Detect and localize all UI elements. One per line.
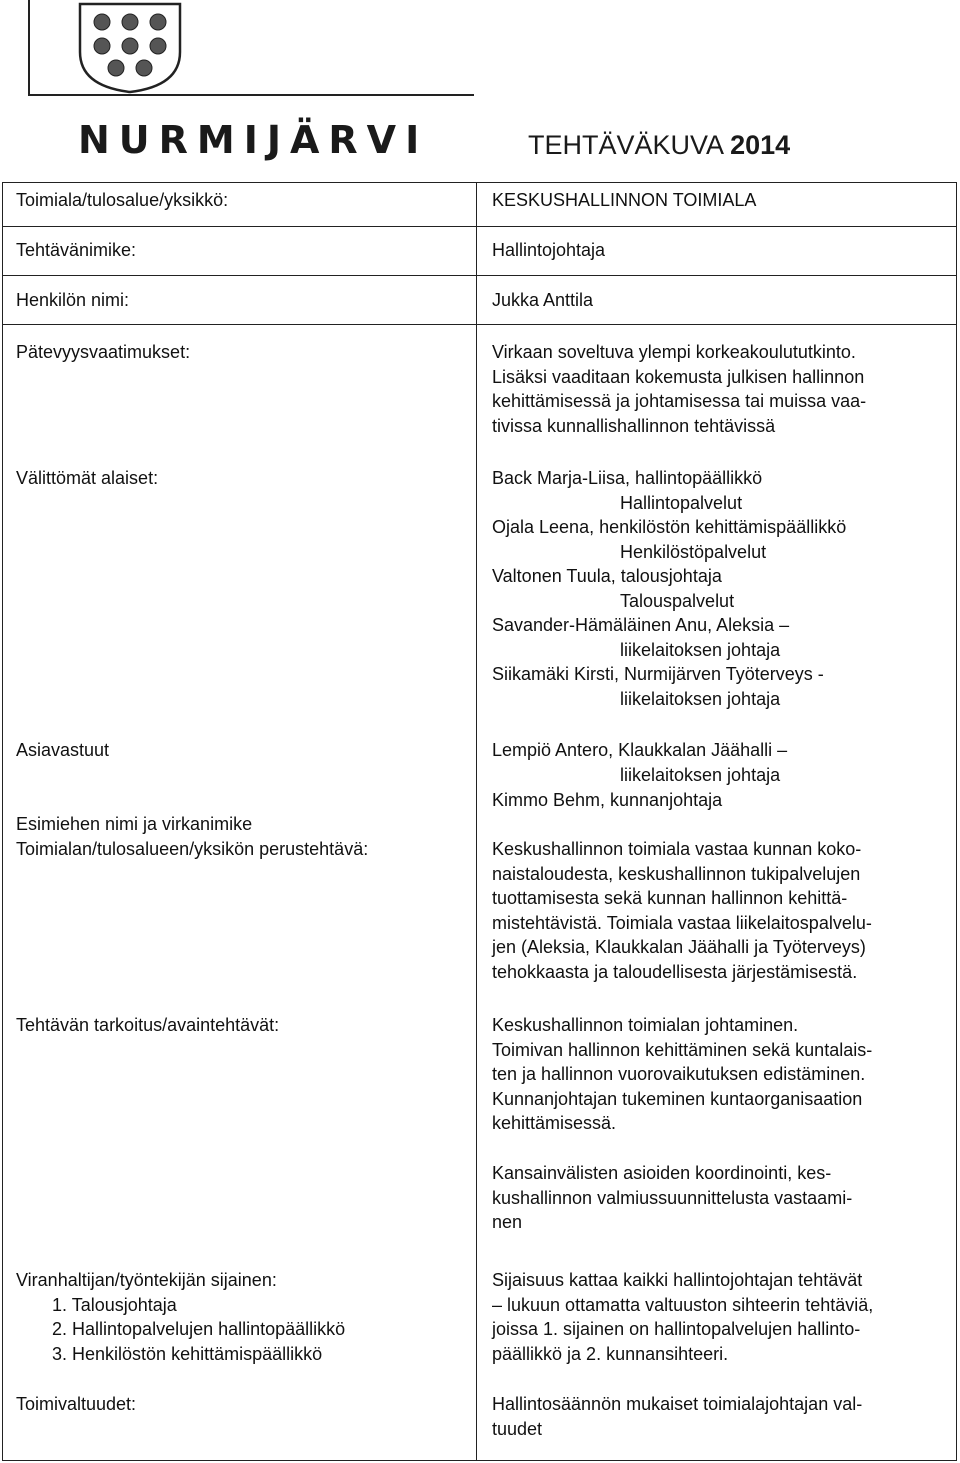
logo-frame-vertical (28, 0, 30, 96)
job-title-label: Tehtävänimike: (16, 240, 137, 260)
subordinate-unit: liikelaitoksen johtaja (620, 639, 781, 660)
subordinate-name: Siikamäki Kirsti, Nurmijärven Työterveys - (492, 664, 824, 684)
text-line: joissa 1. sijainen on hallintopalvelujen hallinto- (492, 1319, 861, 1339)
subordinate-name: Back Marja-Liisa, hallintopäällikkö (492, 468, 763, 488)
text-line: Toimivan hallinnon kehittäminen sekä kuntalais- (492, 1039, 873, 1060)
purpose-value-extra (492, 1161, 852, 1235)
supervisor-value: Kimmo Behm, kunnanjohtaja (492, 790, 723, 810)
coat-of-arms-icon (78, 2, 182, 94)
row-divider (2, 226, 957, 227)
authority-value (492, 1392, 862, 1441)
subordinate-name: Valtonen Tuula, talousjohtaja (492, 566, 722, 586)
subordinate-unit: Hallintopalvelut (620, 492, 743, 513)
person-name-value: Jukka Anttila (492, 290, 594, 310)
subordinate-name: Savander-Hämäläinen Anu, Aleksia – (492, 615, 790, 635)
authority-label: Toimivaltuudet: (16, 1394, 137, 1414)
text-line: päällikkö ja 2. kunnansihteeri. (492, 1343, 729, 1364)
text-line: kushallinnon valmiussuunnittelusta vastaami- (492, 1187, 853, 1208)
basic-task-label: Toimialan/tulosalueen/yksikön perustehtävä: (16, 839, 369, 859)
column-divider (476, 182, 477, 1461)
deputy-value (492, 1268, 873, 1366)
text-line: ten ja hallinnon vuorovaikutuksen edistäminen. (492, 1064, 866, 1084)
basic-task-value (492, 837, 872, 984)
unit-value: KESKUSHALLINNON TOIMIALA (492, 190, 757, 210)
deputy-label-block (16, 1268, 345, 1366)
unit-label: Toimiala/tulosalue/yksikkö: (16, 190, 229, 210)
text-line: Keskushallinnon toimialan johtaminen. (492, 1015, 799, 1035)
text-line: Keskushallinnon toimiala vastaa kunnan koko- (492, 839, 862, 859)
text-line: Virkaan soveltuva ylempi korkeakoulututkinto. (492, 342, 856, 362)
row-divider (2, 275, 957, 276)
supervisor-label: Esimiehen nimi ja virkanimike (16, 814, 253, 834)
row-divider (2, 324, 957, 325)
document-title (528, 130, 790, 161)
responsibility-label: Asiavastuut (16, 740, 110, 760)
logo-wordmark: NURMIJÄRVI (78, 118, 429, 162)
text-line: tehokkaasta ja taloudellisesta järjestämisestä. (492, 961, 858, 982)
text-line: Lisäksi vaaditaan kokemusta julkisen hallinnon (492, 366, 865, 387)
text-line: liikelaitoksen johtaja (620, 764, 781, 785)
text-line: tuudet (492, 1418, 543, 1439)
person-name-label: Henkilön nimi: (16, 290, 130, 310)
text-line: tivissa kunnallishallinnon tehtävissä (492, 415, 776, 436)
text-line: Sijaisuus kattaa kaikki hallintojohtajan tehtävät (492, 1270, 863, 1290)
logo-frame-horizontal (28, 94, 474, 96)
subordinates-value (492, 466, 846, 711)
subordinate-name: Ojala Leena, henkilöstön kehittämispäällikkö (492, 517, 847, 537)
subordinate-unit: Henkilöstöpalvelut (620, 541, 767, 562)
deputy-label: Viranhaltijan/työntekijän sijainen: (16, 1270, 277, 1290)
subordinates-label: Välittömät alaiset: (16, 468, 159, 488)
text-line: kehittämisessä. (492, 1113, 617, 1133)
text-line: Hallintosäännön mukaiset toimialajohtajan val- (492, 1394, 863, 1414)
text-line: Kansainvälisten asioiden koordinointi, kes- (492, 1163, 832, 1183)
text-line: nen (492, 1212, 523, 1232)
text-line: naistaloudesta, keskushallinnon tukipalvelujen (492, 863, 861, 884)
text-line: tuottamisesta sekä kunnan hallinnon kehittä- (492, 888, 848, 908)
subordinate-unit: Talouspalvelut (620, 590, 735, 611)
purpose-label: Tehtävän tarkoitus/avaintehtävät: (16, 1015, 280, 1035)
header (0, 0, 960, 180)
title-prefix: TEHTÄVÄKUVA (528, 130, 723, 160)
deputy-item: 1. Talousjohtaja (52, 1294, 177, 1315)
responsibility-value (492, 738, 787, 787)
deputy-item: 3. Henkilöstön kehittämispäällikkö (52, 1343, 323, 1364)
purpose-value (492, 1013, 872, 1136)
subordinate-unit: liikelaitoksen johtaja (620, 688, 781, 709)
text-line: Lempiö Antero, Klaukkalan Jäähalli – (492, 740, 788, 760)
title-year: 2014 (730, 130, 791, 160)
deputy-item: 2. Hallintopalvelujen hallintopäällikkö (52, 1319, 346, 1339)
text-line: jen (Aleksia, Klaukkalan Jäähalli ja Työterveys) (492, 937, 866, 957)
text-line: – lukuun ottamatta valtuuston sihteerin tehtäviä, (492, 1294, 874, 1315)
qualifications-label: Pätevyysvaatimukset: (16, 342, 191, 362)
job-title-value: Hallintojohtaja (492, 240, 606, 260)
qualifications-value (492, 340, 866, 438)
text-line: kehittämisessä ja johtamisessa tai muissa vaa- (492, 391, 867, 411)
text-line: Kunnanjohtajan tukeminen kuntaorganisaation (492, 1088, 863, 1109)
text-line: mistehtävistä. Toimiala vastaa liikelaitospalvelu- (492, 912, 872, 933)
